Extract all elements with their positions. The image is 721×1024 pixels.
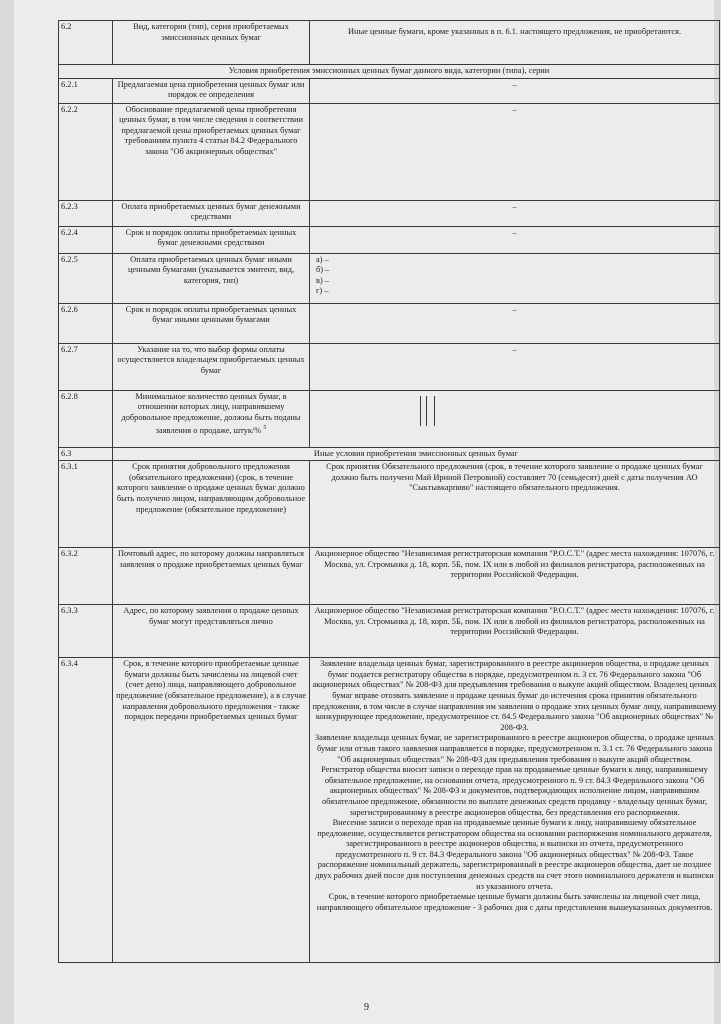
table-row xyxy=(59,303,720,343)
page-number: 9 xyxy=(364,1002,369,1013)
section-header-row xyxy=(59,65,720,79)
table-row xyxy=(59,226,720,253)
footnote-marker: 5 xyxy=(263,425,267,432)
row-number: 6.3.2 xyxy=(59,548,113,605)
row-number: 6.2.7 xyxy=(59,343,113,390)
row-value: Срок принятия Обязательного предложения (срок, в течение которого заявление о продаже ценных бумаг должно быть получено Май Ириной Петровной) составляет 70 (семьдесят) дней с даты получения АО "Сыктывкарпиво" настоящего обязательного предложения. xyxy=(310,461,720,548)
row-value: Акционерное общество "Независимая регистраторская компания "Р.О.С.Т." (адрес места нахождения: 107076, г. Москва, ул. Стромынка д. 18, корп. 5Б, пом. IX или в любой из филиалов регистратора, расположенных на территории Российской Федерации. xyxy=(310,548,720,605)
option-b: б) – xyxy=(316,265,330,275)
table-row xyxy=(59,548,720,605)
row-number: 6.3.4 xyxy=(59,658,113,963)
payment-options xyxy=(310,253,720,303)
section-header: Условия приобретения эмиссионных ценных бумаг данного вида, категории (типа), серии xyxy=(59,65,720,79)
row-label: Оплата приобретаемых ценных бумаг денежными средствами xyxy=(113,200,310,226)
section-header-row xyxy=(59,447,720,461)
paragraph: Регистратор общества вносит записи о переходе прав на продаваемые ценные бумаги к лицу, направившему обязательное предложение, на основании отчета, предусмотренного п. 9 ст. 84.3 Федерального закона "Об акционерных обществах" № 208-ФЗ и документов, подтверждающих исполнение лицом, направившим обязательное предложение, обязанности по выплате денежных средств продавцу - владельцу ценных бумаг, зарегистрированному в реестре акционеров общества, без представления его распоряжения. xyxy=(321,765,708,817)
row-number: 6.2.6 xyxy=(59,303,113,343)
table-row xyxy=(59,343,720,390)
row-number: 6.2.3 xyxy=(59,200,113,226)
row-label: Обоснование предлагаемой цены приобретения ценных бумаг, в том числе сведения о соответствии предлагаемой цены приобретаемых ценных бумаг требованиям пункта 4 статьи 84.2 Федерального закона "Об акционерных обществах" xyxy=(113,103,310,200)
row-number: 6.2.8 xyxy=(59,390,113,447)
row-label: Оплата приобретаемых ценных бумаг иными ценными бумагами (указывается эмитент, вид, категория, тип) xyxy=(113,253,310,303)
row-number: 6.2.2 xyxy=(59,103,113,200)
row-value xyxy=(310,390,720,447)
row-value: – xyxy=(310,343,720,390)
row-number: 6.3.3 xyxy=(59,605,113,658)
row-label xyxy=(113,390,310,447)
row-number: 6.2.4 xyxy=(59,226,113,253)
table-row xyxy=(59,390,720,447)
row-value: – xyxy=(310,200,720,226)
row-label: Срок и порядок оплаты приобретаемых ценных бумаг иными ценными бумагами xyxy=(113,303,310,343)
row-value: – xyxy=(310,226,720,253)
section-header: Иные условия приобретения эмиссионных ценных бумаг xyxy=(113,447,720,461)
row-number: 6.2.5 xyxy=(59,253,113,303)
row-number: 6.2.1 xyxy=(59,78,113,103)
option-c: в) – xyxy=(316,275,330,285)
table-row xyxy=(59,200,720,226)
row-value xyxy=(310,658,720,963)
row-label-text: Минимальное количество ценных бумаг, в отношении которых лицу, направившему добровольное предложение, должны быть поданы заявления о продаже, штук/% xyxy=(121,391,301,436)
document-page xyxy=(14,0,717,1024)
offer-table xyxy=(58,20,720,963)
row-label: Предлагаемая цена приобретения ценных бумаг или порядок ее определения xyxy=(113,78,310,103)
row-label: Адрес, по которому заявления о продаже ценных бумаг могут представляться лично xyxy=(113,605,310,658)
row-label: Срок и порядок оплаты приобретаемых ценных бумаг денежными средствами xyxy=(113,226,310,253)
option-d: г) – xyxy=(316,286,329,296)
row-value: – xyxy=(310,78,720,103)
row-value: Акционерное общество "Независимая регистраторская компания "Р.О.С.Т." (адрес места нахождения: 107076, г. Москва, ул. Стромынка д. 18, корп. 5Б, пом. IX или в любой из филиалов регистратора, расположенных на территории Российской Федерации. xyxy=(310,605,720,658)
table-row xyxy=(59,21,720,65)
paragraph: Срок, в течение которого приобретаемые ценные бумаги должны быть зачислены на лицевой счет лица, направляющего обязательное предложение - 3 рабочих дня с даты представления вышеуказанных документов. xyxy=(316,892,713,912)
row-label: Почтовый адрес, по которому должны направляться заявления о продаже приобретаемых ценных бумаг xyxy=(113,548,310,605)
row-label: Вид, категория (тип), серия приобретаемых эмиссионных ценных бумаг xyxy=(113,21,310,65)
paragraph: Заявление владельца ценных бумаг, не зарегистрированного в реестре акционеров общества, о продаже ценных бумаг или отзыв такого заявления направляется в порядке, предусмотренном п. 3.1 ст. 76 Федерального закона "Об акционерных обществах" № 208-ФЗ для предъявления требования о выкупе акций обществом. xyxy=(314,733,715,764)
option-a: а) – xyxy=(316,254,329,264)
paragraph: Заявление владельца ценных бумаг, зарегистрированного в реестре акционеров общества, о продаже ценных бумаг подается регистратору общества в порядке, предусмотренном п. 3 ст. 76 Федерального закона "Об акционерных обществах" № 208-ФЗ для предъявления требования о выкупе акций обществом. Владелец ценных бумаг вправе отозвать заявление о продаже ценных бумаг до истечения срока принятия обязательного предложения, в том числе в случае направления им заявления о продаже этих ценных бумаг лицу, направившему конкурирующее предложение, предусмотренное ст. 84.5 Федерального закона "Об акционерных обществах" № 208-ФЗ. xyxy=(312,659,717,732)
row-value: – xyxy=(310,103,720,200)
split-divider xyxy=(434,396,435,426)
row-number: 6.3.1 xyxy=(59,461,113,548)
row-value: Иные ценные бумаги, кроме указанных в п. 6.1. настоящего предложения, не приобретаются. xyxy=(310,21,720,65)
table-row xyxy=(59,103,720,200)
row-label: Срок, в течение которого приобретаемые ценные бумаги должны быть зачислены на лицевой счет (счет депо) лица, направляющего добровольное предложение (обязательное предложение), а в случае направления добровольного предложения - также порядок передачи приобретаемых ценных бумаг xyxy=(113,658,310,963)
table-row xyxy=(59,78,720,103)
table-row xyxy=(59,658,720,963)
table-row xyxy=(59,253,720,303)
row-label: Срок принятия добровольного предложения (обязательного предложения) (срок, в течение которого заявление о продаже ценных бумаг должно быть получено лицом, направляющим добровольное предложение (обязательное предложение) xyxy=(113,461,310,548)
row-number: 6.2 xyxy=(59,21,113,65)
split-divider xyxy=(426,396,427,426)
split-divider xyxy=(420,396,421,426)
row-value: – xyxy=(310,303,720,343)
row-number: 6.3 xyxy=(59,447,113,461)
row-label: Указание на то, что выбор формы оплаты осуществляется владельцем приобретаемых ценных бумаг xyxy=(113,343,310,390)
paragraph: Внесение записи о переходе прав на продаваемые ценные бумаги к лицу, направившему обязательное предложение, осуществляется регистратором общества на основании распоряжения номинального держателя, зарегистрированного в реестре акционеров общества, и выписки из отчета, предусмотренного предусмотренного п. 9 ст. 84.3 Федерального закона "Об акционерных обществах" № 208-ФЗ. Такое распоряжение номинальный держатель, зарегистрированный в реестре акционеров общества, дает не позднее двух рабочих дней после дня поступления денежных средств на счет этого номинального держателя и выписки из указанного отчета. xyxy=(315,818,714,891)
table-row xyxy=(59,461,720,548)
table-row xyxy=(59,605,720,658)
